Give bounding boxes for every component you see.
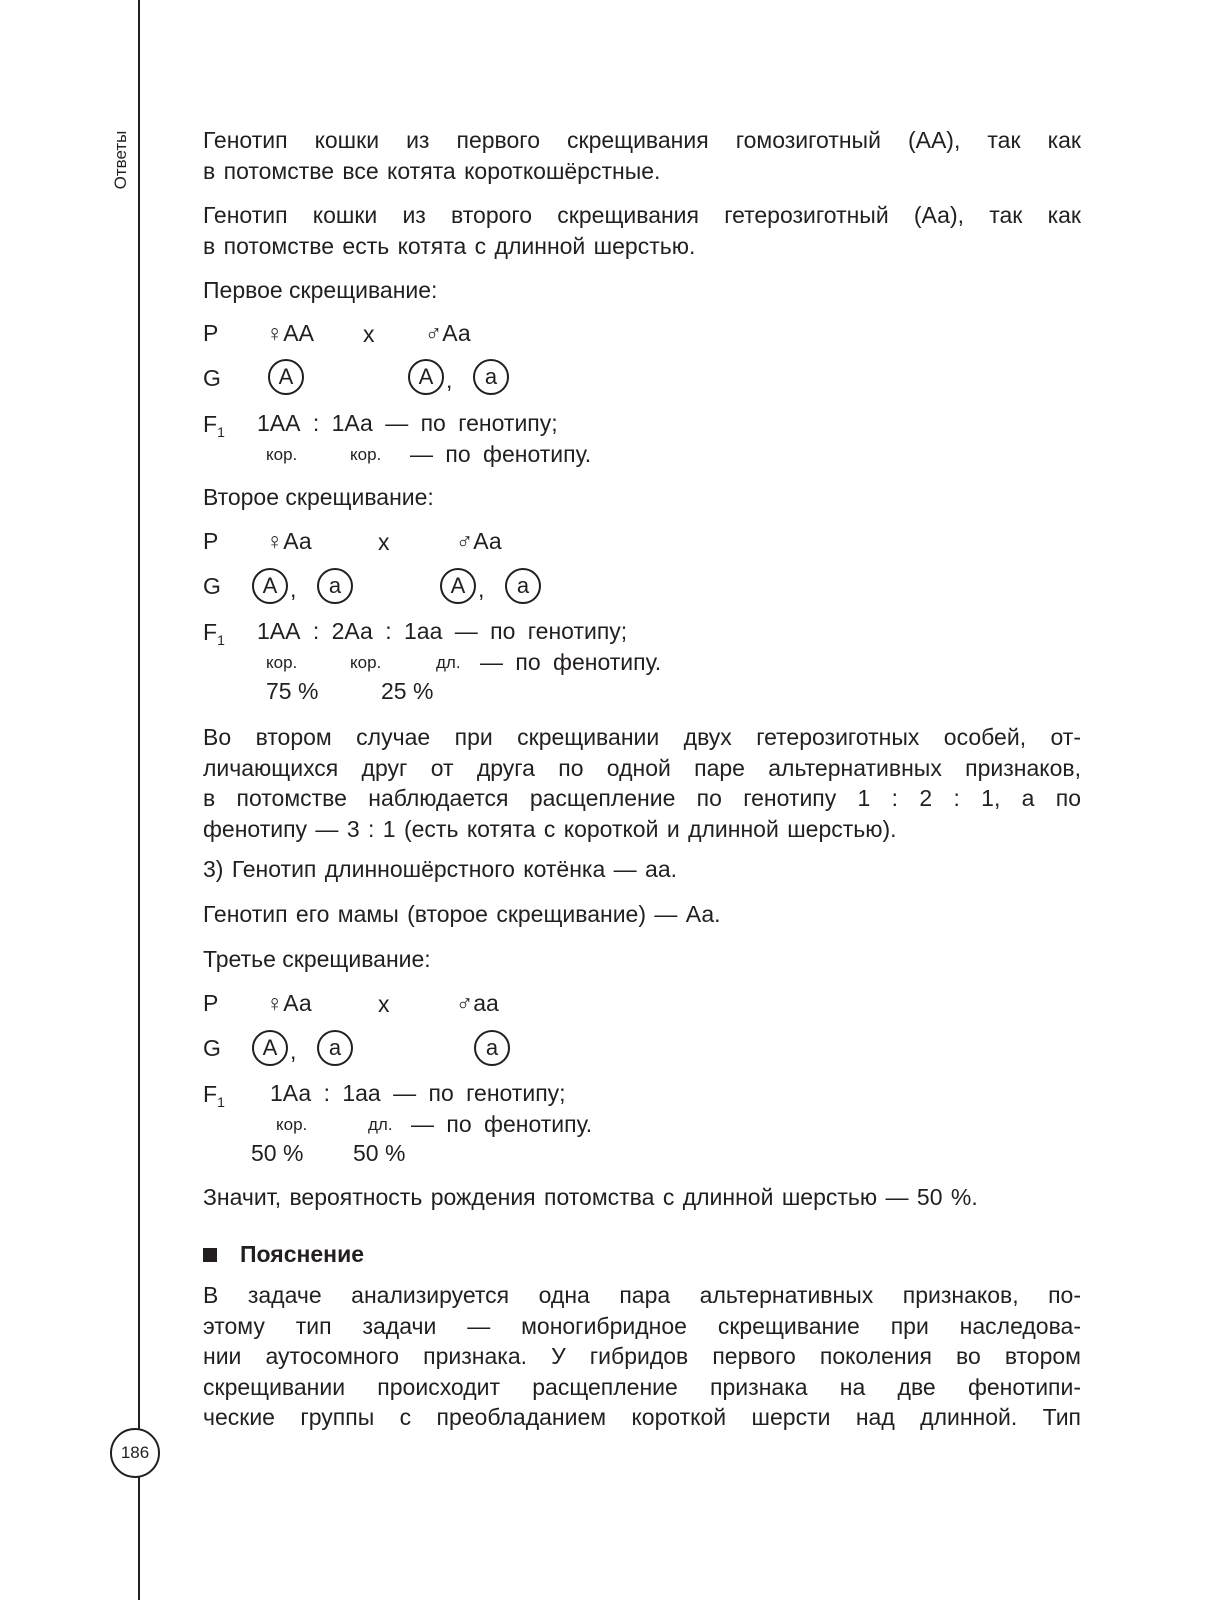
bullet-square-icon [203, 1248, 217, 1262]
gamete-circle: а [505, 568, 541, 604]
conclusion-line: Значит, вероятность рождения потомства с длинной шерстью — 50 %. [203, 1184, 978, 1210]
cross-2-male: ♂Аа [456, 528, 502, 554]
gamete-separator: , [478, 576, 485, 602]
cross-3-f-label: $F_1$ [203, 1081, 225, 1110]
gamete-circle: А [268, 359, 304, 395]
paragraph-2-line-1: Генотип кошки из второго скрещивания гетерозиготный (Аа), так как [203, 202, 1081, 228]
paragraph-3-line-2: личающихся друг от друга по одной паре альтернативных признаков, [203, 754, 1081, 781]
cross-3-p-label: P [203, 990, 219, 1016]
explanation-line-5: ческие группы с преобладанием короткой шерсти над длинной. Тип [203, 1404, 1081, 1430]
paragraph-3-line-1: Во втором случае при скрещивании двух гетерозиготных особей, от- [203, 724, 1081, 750]
cross-1-g-label: G [203, 365, 221, 391]
section-label: Ответы [111, 130, 130, 190]
pheno-label: кор. [350, 445, 382, 464]
explanation-title: Пояснение [240, 1241, 364, 1267]
explanation-line-4: скрещивании происходит расщепление признака на две фенотипи- [203, 1373, 1081, 1400]
gamete-separator: , [290, 1038, 297, 1064]
gamete-circle: а [473, 359, 509, 395]
pheno-label: кор. [266, 445, 298, 464]
gamete-circle: А [408, 359, 444, 395]
gamete-circle: А [252, 1030, 288, 1066]
cross-2-phenotype-suffix: — по фенотипу. [480, 649, 662, 675]
cross-3-genotype-line: 1Аа : 1аа — по генотипу; [270, 1080, 566, 1106]
cross-3-male: ♂аа [456, 990, 499, 1016]
gamete-circle: а [317, 568, 353, 604]
cross-1-male: ♂Аа [425, 320, 471, 346]
cross-3-heading: Третье скрещивание: [203, 946, 431, 972]
margin-rule [138, 0, 140, 1600]
paragraph-1-line-1: Генотип кошки из первого скрещивания гомозиготный (АА), так как [203, 127, 1081, 153]
page-number: 186 [110, 1428, 160, 1478]
mother-genotype-line: Генотип его мамы (второе скрещивание) — Аа. [203, 901, 721, 927]
gamete-circle: а [317, 1030, 353, 1066]
explanation-line-2: этому тип задачи — моногибридное скрещивание при наследова- [203, 1312, 1081, 1339]
paragraph-3-line-3: в потомстве наблюдается расщепление по генотипу 1 : 2 : 1, а по [203, 785, 1081, 811]
gamete-circle: А [440, 568, 476, 604]
paragraph-2-line-2: в потомстве есть котята с длинной шерстью. [203, 232, 696, 259]
pheno-label: дл. [436, 653, 461, 672]
gamete-circle: а [474, 1030, 510, 1066]
pheno-label: кор. [276, 1115, 308, 1134]
pheno-label: дл. [368, 1115, 393, 1134]
cross-3-female: ♀Аа [266, 990, 312, 1016]
paragraph-1-line-2: в потомстве все котята короткошёрстные. [203, 157, 661, 184]
percent-value: 50 % [353, 1140, 406, 1166]
cross-2-heading: Второе скрещивание: [203, 484, 434, 510]
explanation-line-1: В задаче анализируется одна пара альтернативных признаков, по- [203, 1282, 1081, 1308]
cross-2-genotype-line: 1АА : 2Аа : 1аа — по генотипу; [257, 618, 628, 644]
cross-2-f-label: $F_1$ [203, 619, 225, 648]
cross-3-cross-sign: х [378, 991, 390, 1017]
cross-2-g-label: G [203, 573, 221, 599]
explanation-line-3: нии аутосомного признака. У гибридов первого поколения во втором [203, 1343, 1081, 1369]
cross-1-heading: Первое скрещивание: [203, 277, 438, 303]
cross-1-genotype-line: 1АА : 1Аа — по генотипу; [257, 410, 558, 436]
cross-2-cross-sign: х [378, 529, 390, 555]
cross-3-g-label: G [203, 1035, 221, 1061]
cross-1-cross-sign: х [363, 321, 375, 347]
gamete-separator: , [446, 367, 453, 393]
paragraph-3-line-4: фенотипу — 3 : 1 (есть котята с короткой и длинной шерстью). [203, 815, 897, 842]
gamete-circle: А [252, 568, 288, 604]
percent-value: 25 % [381, 678, 434, 704]
cross-1-p-label: P [203, 320, 219, 346]
cross-2-female: ♀Аа [266, 528, 312, 554]
percent-value: 75 % [266, 678, 319, 704]
cross-3-phenotype-suffix: — по фенотипу. [411, 1111, 593, 1137]
pheno-label: кор. [266, 653, 298, 672]
cross-1-phenotype-suffix: — по фенотипу. [410, 441, 592, 467]
percent-value: 50 % [251, 1140, 304, 1166]
cross-1-f-label: $F_1$ [203, 411, 225, 440]
cross-1-female: ♀АА [266, 320, 314, 346]
pheno-label: кор. [350, 653, 382, 672]
gamete-separator: , [290, 576, 297, 602]
cross-2-p-label: P [203, 528, 219, 554]
kitten-genotype-line: 3) Генотип длинношёрстного котёнка — аа. [203, 856, 678, 882]
